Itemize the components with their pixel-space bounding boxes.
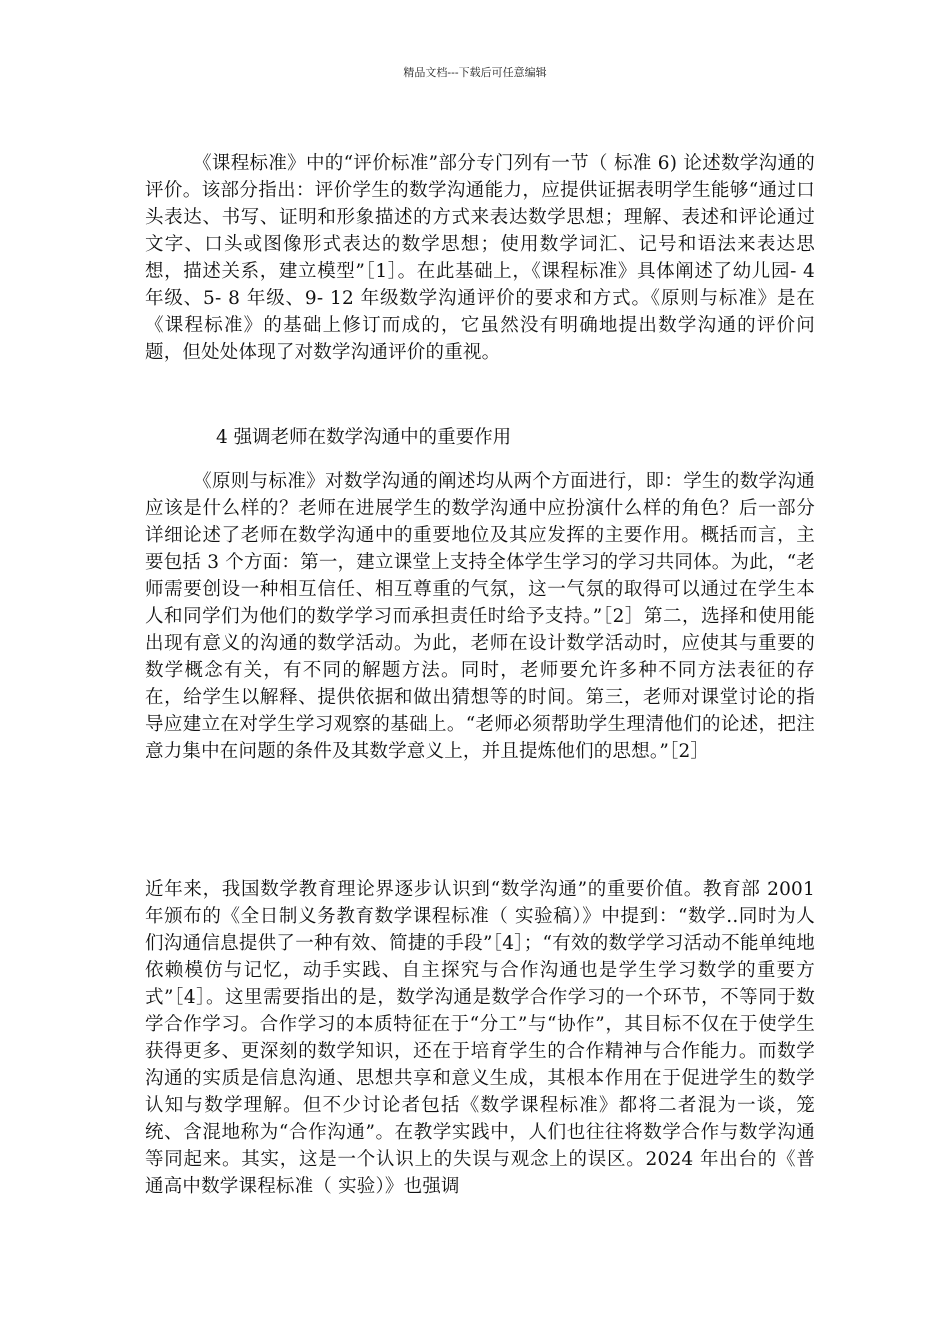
paragraph-evaluation: 《课程标准》中的“评价标准”部分专门列有一节（ 标准 6) 论述数学沟通的评价。该部分指出：评价学生的数学沟通能力，应提供证据表明学生能够“通过口头表达、书写、证明和形象描述的方式来表达数学思想；理解、表述和评论通过文字、口头或图像形式表达的数学思想；使用数学词汇、记号和语法来表达思想，描述关系，建立模型”［1］。在此基础上，《课程标准》具体阐述了幼儿园- 4 年级、5- 8 年级、9- 12 年级数学沟通评价的要求和方式。《原则与标准》是在《课程标准》的基础上修订而成的，它虽然没有明确地提出数学沟通的评价问题，但处处体现了对数学沟通评价的重视。 bbox=[145, 153, 815, 363]
paragraph-china-context: 近年来，我国数学教育理论界逐步认识到“数学沟通”的重要价值。教育部 2001 年颁布的《全日制义务教育数学课程标准（ 实验稿）》中提到：“数学..同时为人们沟通信息提供了一种有效、简捷的手段”［4］；“有效的数学学习活动不能单纯地依赖模仿与记忆，动手实践、自主探究与合作沟通也是学生学习数学的重要方式”［4］。这里需要指出的是，数学沟通是数学合作学习的一个环节，不等同于数学合作学习。合作学习的本质特征在于“分工”与“协作”，其目标不仅在于使学生获得更多、更深刻的数学知识，还在于培育学生的合作精神与合作能力。而数学沟通的实质是信息沟通、思想共享和意义生成，其根本作用在于促进学生的数学认知与数学理解。但不少讨论者包括《数学课程标准》都将二者混为一谈，笼统、含混地称为“合作沟通”。在教学实践中，人们也往往将数学合作与数学沟通等同起来。其实，这是一个认识上的失误与观念上的误区。2024 年出台的《普通高中数学课程标准（ 实验）》也强调 bbox=[145, 879, 815, 1197]
page-header: 精品文档---下载后可任意编辑 bbox=[403, 66, 547, 79]
section-heading: 4 强调老师在数学沟通中的重要作用 bbox=[216, 427, 512, 448]
paragraph-teacher-role: 《原则与标准》对数学沟通的阐述均从两个方面进行，即：学生的数学沟通应该是什么样的？老师在进展学生的数学沟通中应扮演什么样的角色？后一部分详细论述了老师在数学沟通中的重要地位及其应发挥的主要作用。概括而言，主要包括 3 个方面：第一，建立课堂上支持全体学生学习的学习共同体。为此，“老师需要创设一种相互信任、相互尊重的气氛，这一气氛的取得可以通过在学生本人和同学们为他们的数学学习而承担责任时给予支持。”［2］第二，选择和使用能出现有意义的沟通的数学活动。为此，老师在设计数学活动时，应使其与重要的数学概念有关，有不同的解题方法。同时，老师要允许多种不同方法表征的存在，给学生以解释、提供依据和做出猜想等的时间。第三，老师对课堂讨论的指导应建立在对学生学习观察的基础上。“老师必须帮助学生理清他们的论述，把注意力集中在问题的条件及其数学意义上，并且提炼他们的思想。”［2］ bbox=[145, 471, 815, 762]
